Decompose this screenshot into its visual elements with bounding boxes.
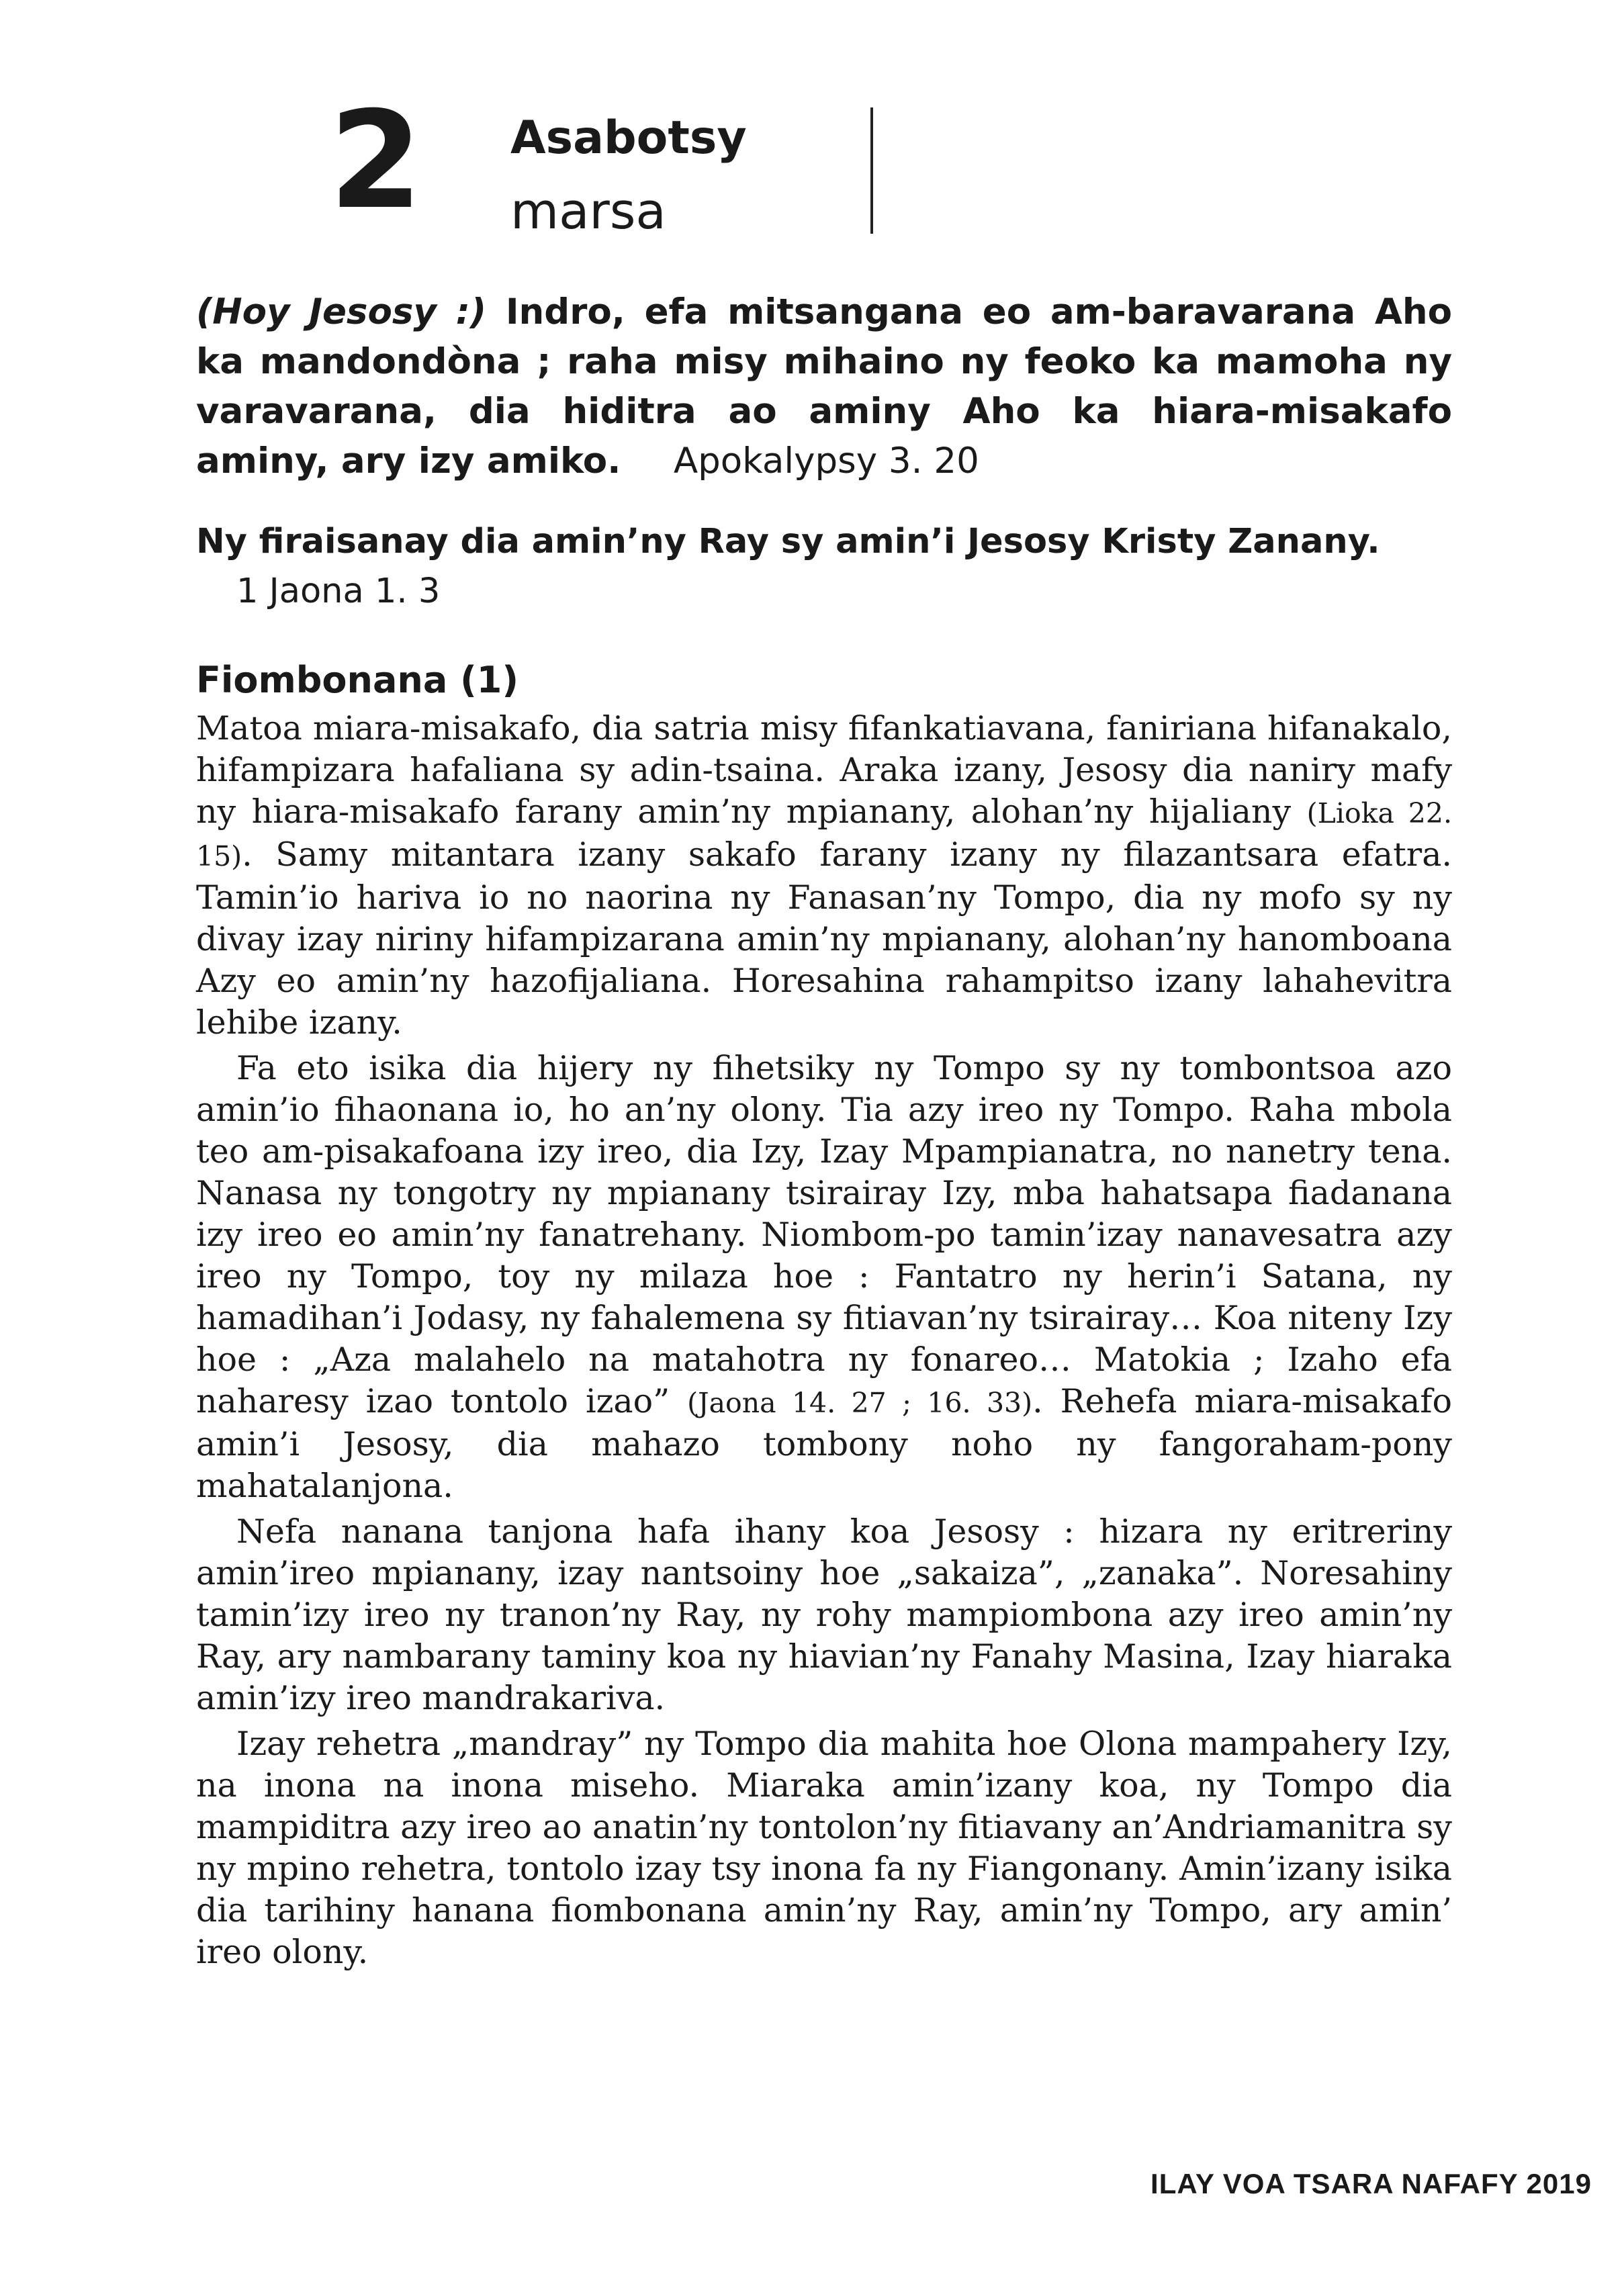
- verse-secondary: [196, 517, 1452, 617]
- article-body: [196, 708, 1452, 1973]
- date-header: [329, 83, 893, 242]
- month: marsa: [510, 183, 666, 240]
- header-divider: [870, 107, 873, 234]
- paragraph: Matoa miara-misakafo, dia satria misy fifankatiavana, faniriana hifanakalo, hifampizara hafaliana sy adin-tsaina. Araka izany, Jesosy dia naniry mafy ny hiara-misakafo farany amin’ny mpianany, alohan’ny hijaliany (Lioka 22. 15). Samy mitantara izany sakafo farany izany ny filazantsara efatra. Tamin’io hariva io no naorina ny Fanasan’ny Tompo, dia ny mofo sy ny divay izay niriny hifampizarana amin’ny mpianany, alohan’ny hanomboana Azy eo amin’ny hazofijaliana. Horesahina rahampitso izany lahahevitra lehibe izany.: [196, 709, 1453, 1042]
- day-number: 2: [329, 83, 419, 239]
- weekday: Asabotsy: [510, 111, 747, 165]
- section-title: Fiombonana (1): [196, 659, 519, 701]
- verse-reference: Apokalypsy 3. 20: [673, 441, 979, 482]
- verse-speaker: (Hoy Jesosy :): [196, 291, 487, 332]
- scripture-citation: (Jaona 14. 27 ; 16. 33): [687, 1387, 1033, 1419]
- verse-text: Ny firaisanay dia amin’ny Ray sy amin’i Jesosy Kristy Zanany.: [196, 522, 1380, 561]
- scripture-citation: (Lioka 22. 15): [196, 797, 1453, 872]
- publication-footer: ILAY VOA TSARA NAFAFY 2019: [1151, 2168, 1592, 2199]
- paragraph: Izay rehetra „mandray” ny Tompo dia mahita hoe Olona mampahery Izy, na inona na inona miseho. Miaraka amin’izany koa, ny Tompo dia mampiditra azy ireo ao anatin’ny tontolon’ny fitiavany an’Andriamanitra sy ny mpino rehetra, tontolo izay tsy inona fa ny Fiangonany. Amin’izany isika dia tarihiny hanana fiombonana amin’ny Ray, amin’ny Tompo, ary amin’ ireo olony.: [196, 1725, 1452, 1971]
- paragraph: Nefa nanana tanjona hafa ihany koa Jesosy : hizara ny eritreriny amin’ireo mpianany, izay nantsoiny hoe „sakaiza”, „zanaka”. Noresahiny tamin’izy ireo ny tranon’ny Ray, ny rohy mampiombona azy ireo amin’ny Ray, ary nambarany taminy koa ny hiavian’ny Fanahy Masina, Izay hiaraka amin’izy ireo mandrakariva.: [196, 1512, 1452, 1717]
- verse-reference: 1 Jaona 1. 3: [236, 572, 441, 611]
- paragraph: Fa eto isika dia hijery ny fihetsiky ny Tompo sy ny tombontsoa azo amin’io fihaonana io, ho an’ny olony. Tia azy ireo ny Tompo. Raha mbola teo am-pisakafoana izy ireo, dia Izy, Izay Mpampianatra, no nanetry tena. Nanasa ny tongotry ny mpianany tsirairay Izy, mba hahatsapa fiadanana izy ireo eo amin’ny fanatrehany. Niombom-po tamin’izay nanavesatra azy ireo ny Tompo, toy ny milaza hoe : Fantatro ny herin’i Satana, ny hamadihan’i Jodasy, ny fahalemena sy fitiavan’ny tsirairay… Koa niteny Izy hoe : „Aza malahelo na matahotra ny fonareo… Matokia ; Izaho efa naharesy izao tontolo izao” (Jaona 14. 27 ; 16. 33). Rehefa miara-misakafo amin’i Jesosy, dia mahazo tombony noho ny fangoraham-pony mahatalanjona.: [196, 1049, 1452, 1505]
- verse-text: Indro, efa mitsangana eo am-baravarana Aho ka mandondòna ; raha misy mihaino ny feoko ka mamoha ny varavarana, dia hiditra ao aminy Aho ka hiara-misakafo aminy, ary izy amiko.: [196, 291, 1452, 482]
- verse-primary: [196, 287, 1452, 486]
